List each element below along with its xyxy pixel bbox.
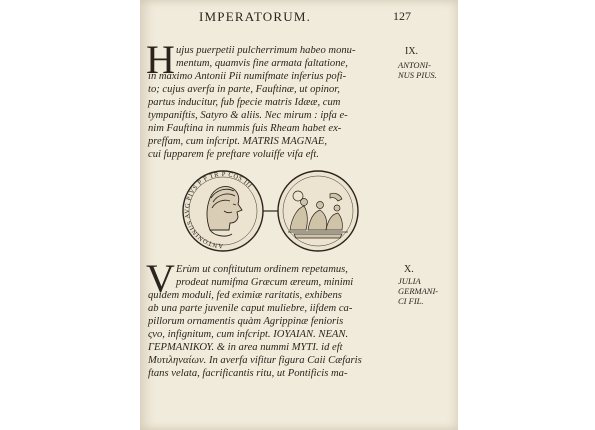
- margin-note: ANTONI-: [398, 60, 431, 70]
- text-line: tympaniftis, Satyro & aliis. Nec mirum : ipfa e-: [148, 110, 348, 121]
- text-line: ΓΕΡΜΑΝΙΚΟΥ. & in area nummi MYTI. id eft: [148, 342, 343, 353]
- text-line: nim Fauftina in nummis fuis Rheam habet ex-: [148, 123, 342, 134]
- coins-illustration: [180, 168, 380, 254]
- text-line: ujus puerpetii pulcherrimum habeo monu-: [176, 45, 356, 56]
- margin-number: IX.: [405, 46, 419, 57]
- coin-legend: ANTONINUS AVG PIVS P P TR P COS III: [183, 170, 254, 250]
- text-line: ftans velata, facrificantis ritu, ut Pontificis ma-: [148, 368, 348, 379]
- text-line: prodeat numifma Græcum æreum, minimi: [176, 277, 354, 288]
- text-line: ab una parte juvenile caput muliebre, iifdem ca-: [148, 303, 353, 314]
- text-line: cui fupparem fe preftare voluiffe vifa eft.: [148, 149, 319, 160]
- running-head: IMPERATORUM.: [199, 9, 312, 24]
- margin-note: JULIA: [398, 276, 421, 286]
- margin-note: NUS PIUS.: [398, 70, 437, 80]
- coin-obverse: [183, 171, 263, 251]
- dropcap-h: H: [146, 37, 175, 82]
- coin-reverse: [278, 171, 358, 251]
- text-line: pillorum ornamentis quàm Agrippinæ fenioris: [148, 316, 344, 327]
- dropcap-v: V: [146, 256, 175, 301]
- text-line: ςνo, infignitum, cum infcript. IOYAIAN. NEAN.: [148, 329, 349, 340]
- text-line: in maximo Antonii Pii numifmate inferius pofi-: [148, 71, 347, 82]
- margin-note: CI FIL.: [398, 296, 424, 306]
- text-line: to; cujus averfa in parte, Fauftinæ, ut opinor,: [148, 84, 340, 95]
- margin-number: X.: [404, 264, 414, 275]
- text-line: Μυτιληναίων. In averfa vifitur figura Caii Cæfaris: [148, 355, 362, 366]
- page-number: 127: [393, 9, 411, 23]
- text-line: mentum, quamvis fine armata faltatione,: [176, 58, 348, 69]
- text-line: partus inducitur, fub fpecie matris Idææ, cum: [148, 97, 341, 108]
- margin-note: GERMANI-: [398, 286, 439, 296]
- text-line: quidem moduli, fed eximiæ raritatis, exhibens: [148, 290, 342, 301]
- text-line: preffam, cum infcript. MATRIS MAGNAE,: [148, 136, 327, 147]
- text-line: Erùm ut conftitutum ordinem repetamus,: [176, 264, 348, 275]
